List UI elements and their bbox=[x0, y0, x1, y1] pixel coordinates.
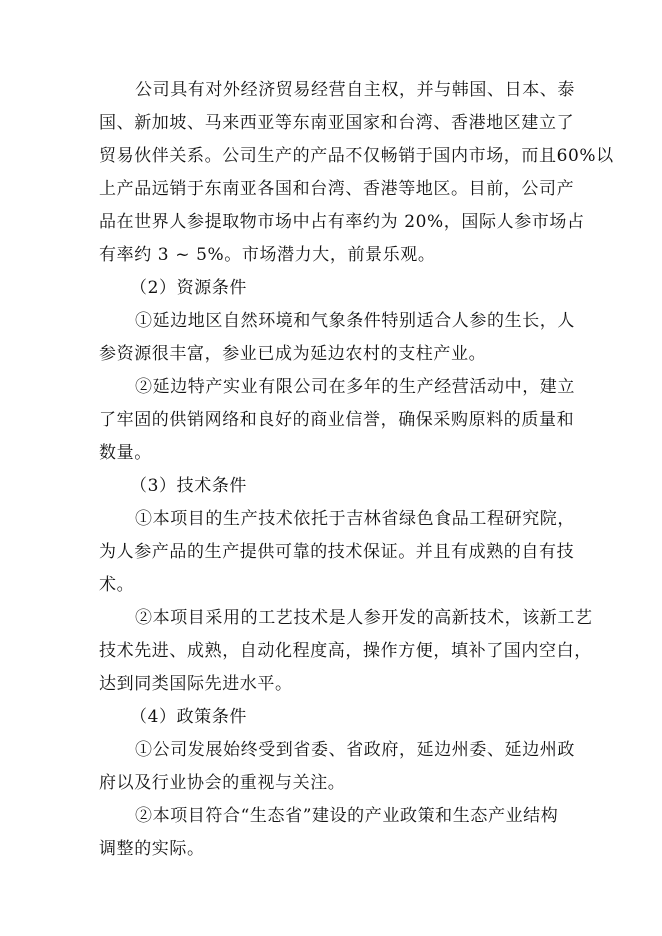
text-line-9: 参资源很丰富，参业已成为延边农村的支柱产业。 bbox=[99, 344, 487, 364]
text-line-23: ②本项目符合“生态省”建设的产业政策和生态产业结构 bbox=[135, 806, 559, 826]
section-heading-resource: （2）资源条件 bbox=[130, 278, 248, 298]
text-line-16: 术。 bbox=[99, 575, 135, 595]
text-line-10: ②延边特产实业有限公司在多年的生产经营活动中，建立 bbox=[135, 377, 575, 397]
text-line-3: 贸易伙伴关系。公司生产的产品不仅畅销于国内市场，而且60%以 bbox=[99, 146, 614, 166]
text-line-11: 了牢固的供销网络和良好的商业信誉，确保采购原料的质量和 bbox=[99, 410, 575, 430]
text-line-17: ②本项目采用的工艺技术是人参开发的高新技术，该新工艺 bbox=[135, 608, 593, 628]
text-line-22: 府以及行业协会的重视与关注。 bbox=[99, 773, 346, 793]
text-line-5: 品在世界人参提取物市场中占有率约为 20%，国际人参市场占 bbox=[99, 212, 585, 232]
text-line-6: 有率约 3 ~ 5%。市场潜力大，前景乐观。 bbox=[99, 245, 436, 265]
text-line-18: 技术先进、成熟，自动化程度高，操作方便，填补了国内空白， bbox=[99, 641, 592, 661]
text-line-21: ①公司发展始终受到省委、省政府，延边州委、延边州政 bbox=[135, 740, 575, 760]
section-heading-policy: （4）政策条件 bbox=[130, 707, 248, 727]
section-heading-technology: （3）技术条件 bbox=[130, 476, 248, 496]
text-line-14: ①本项目的生产技术依托于吉林省绿色食品工程研究院， bbox=[135, 509, 575, 529]
text-line-24: 调整的实际。 bbox=[99, 839, 205, 859]
text-line-1: 公司具有对外经济贸易经营自主权，并与韩国、日本、泰 bbox=[135, 80, 575, 100]
text-line-8: ①延边地区自然环境和气象条件特别适合人参的生长，人 bbox=[135, 311, 575, 331]
text-line-19: 达到同类国际先进水平。 bbox=[99, 674, 293, 694]
text-line-4: 上产品远销于东南亚各国和台湾、香港等地区。目前，公司产 bbox=[99, 179, 575, 199]
text-line-2: 国、新加坡、马来西亚等东南亚国家和台湾、香港地区建立了 bbox=[99, 113, 575, 133]
text-line-15: 为人参产品的生产提供可靠的技术保证。并且有成熟的自有技 bbox=[99, 542, 575, 562]
text-line-12: 数量。 bbox=[99, 443, 152, 463]
